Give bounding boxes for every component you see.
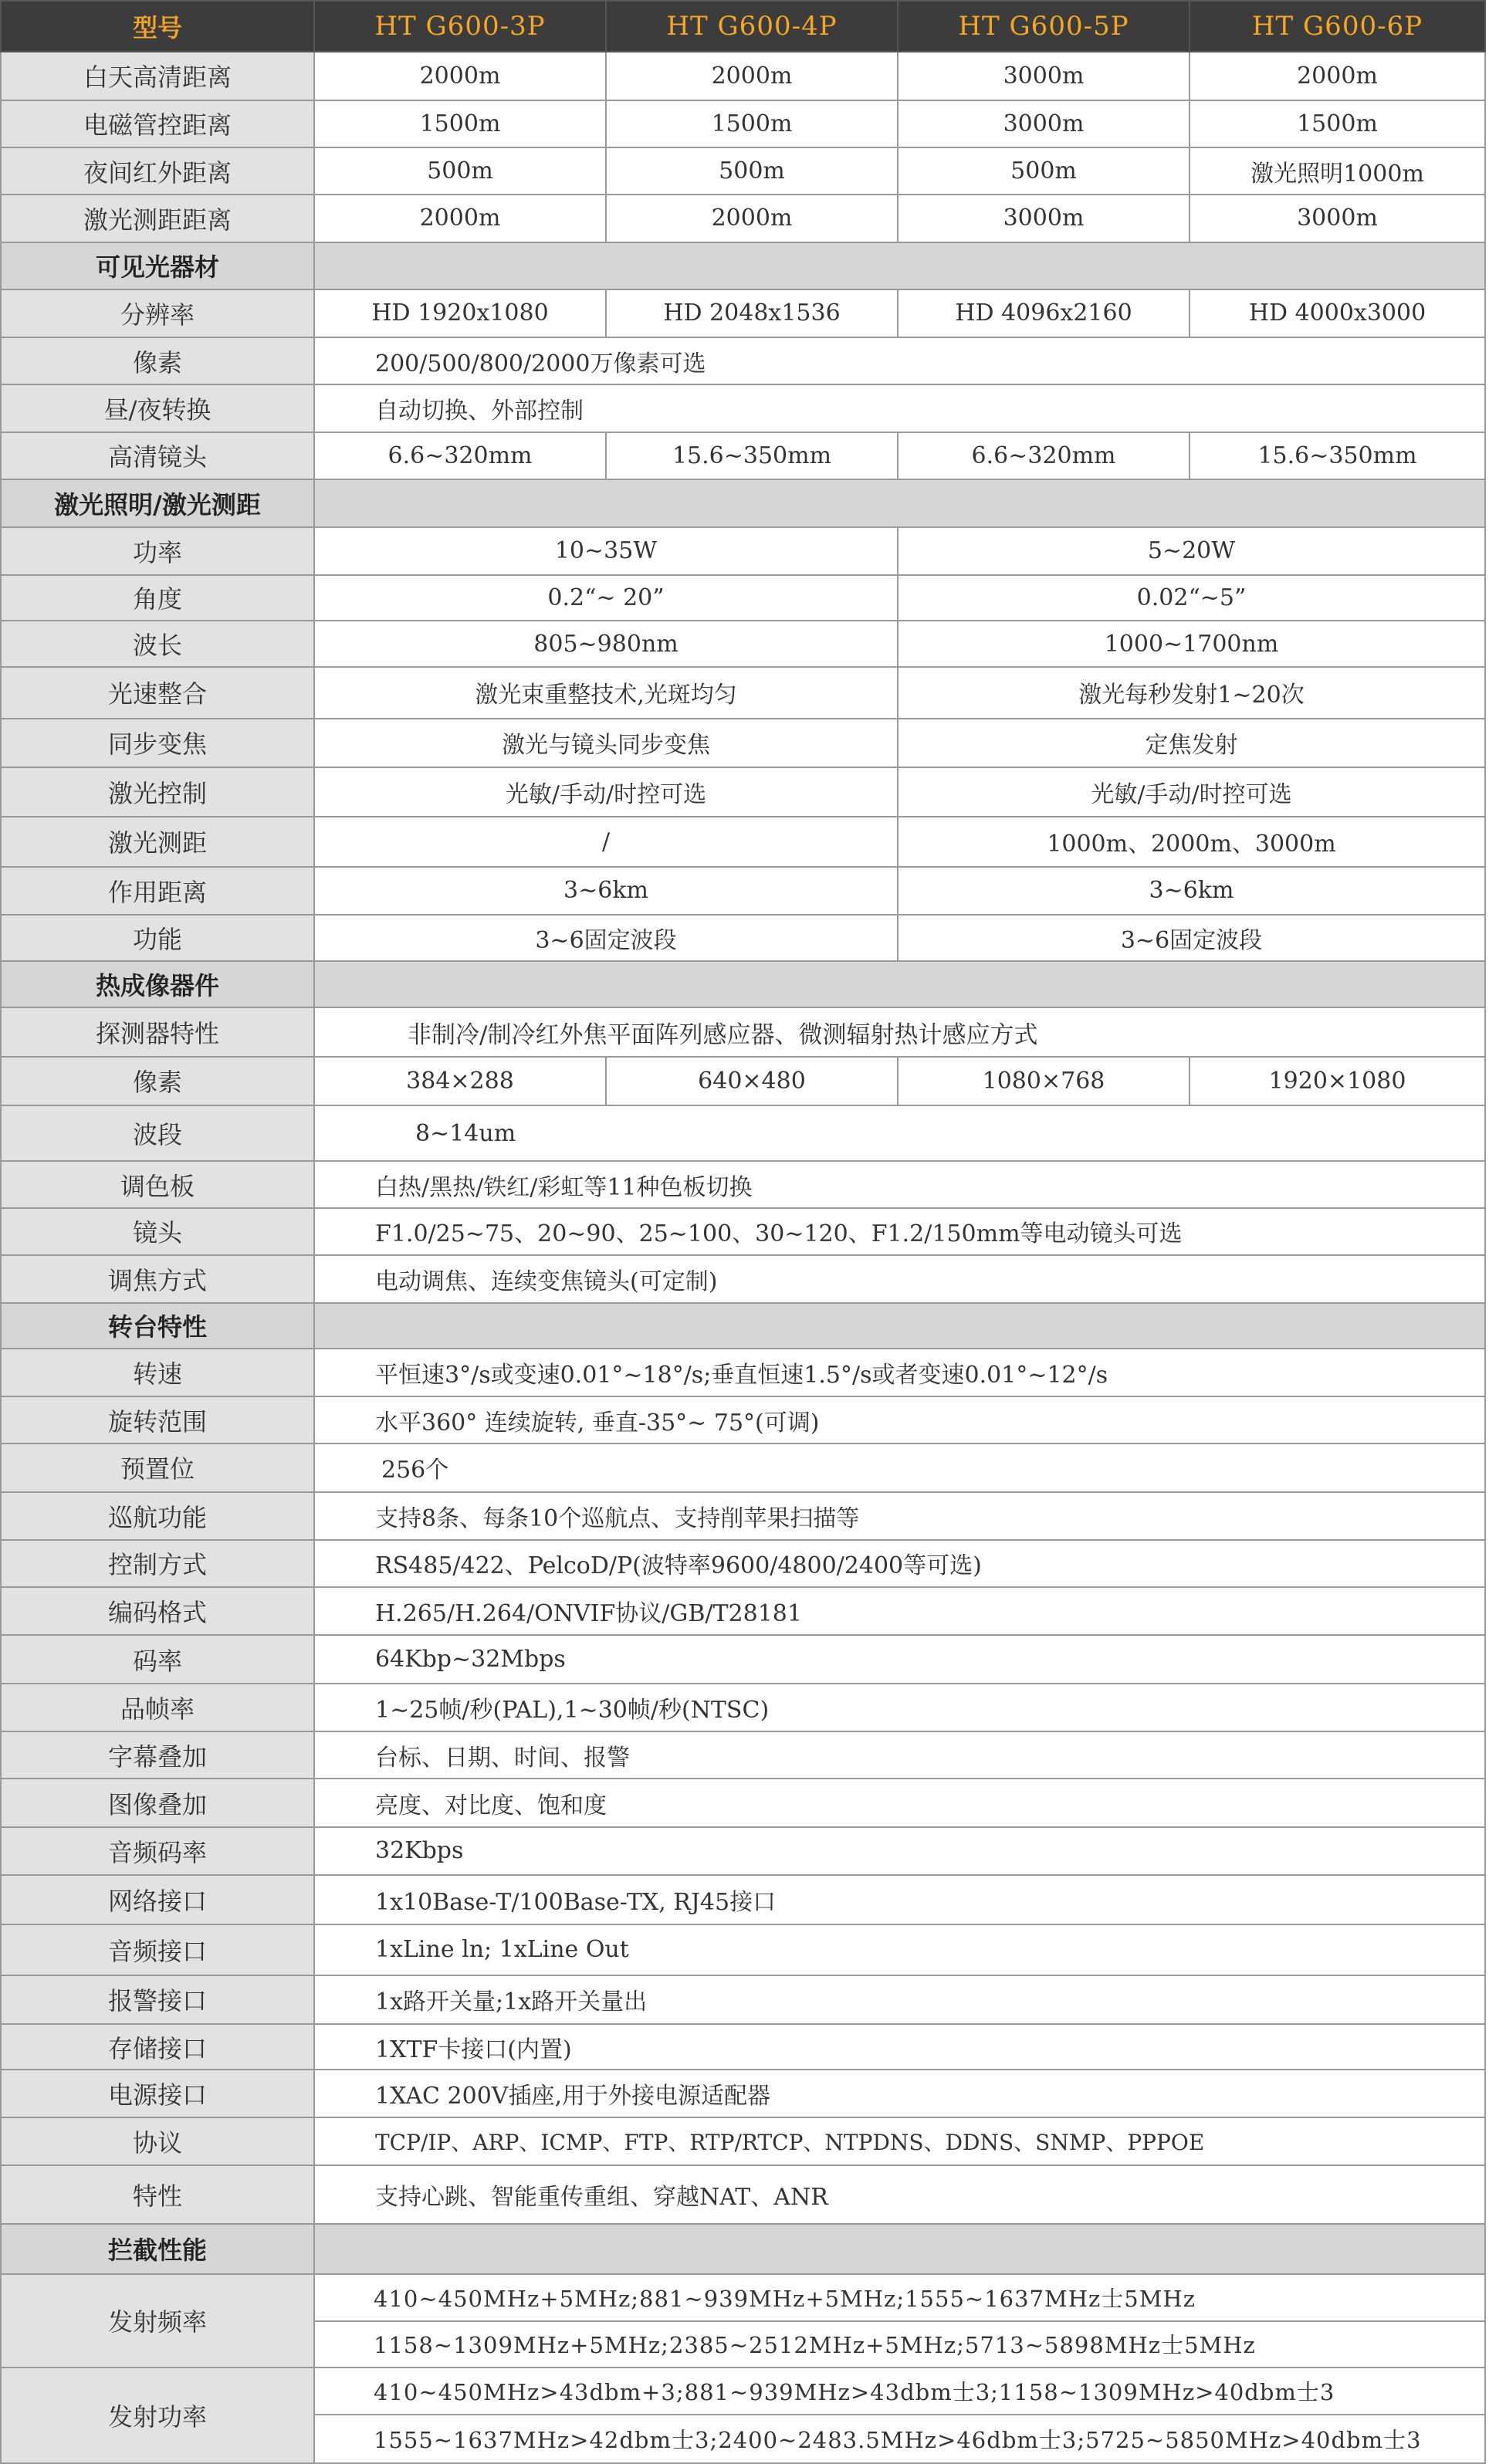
row-turntable	[1, 1731, 1485, 1779]
cell-value: 1158~1309MHz+5MHz;2385~2512MHz+5MHz;5713~5898MHz士5MHz	[314, 2321, 1485, 2368]
cell-value: /	[314, 817, 898, 866]
row-laser	[1, 667, 1485, 718]
row-turntable	[1, 1684, 1485, 1731]
row-laser	[1, 621, 1485, 667]
row-turntable	[1, 1875, 1485, 1924]
row-label: 特性	[1, 2165, 314, 2224]
cell-value: 64Kbp~32Mbps	[314, 1635, 1485, 1683]
cell-value: 1000m、2000m、3000m	[898, 817, 1485, 866]
row-label: 转速	[1, 1349, 314, 1396]
cell-value: 支持8条、每条10个巡航点、支持削苹果扫描等	[314, 1492, 1485, 1540]
row-label: 镜头	[1, 1208, 314, 1255]
cell-value: 1XAC 200V插座,用于外接电源适配器	[314, 2070, 1485, 2117]
cell-value: 亮度、对比度、饱和度	[314, 1779, 1485, 1826]
cell-value: 1920×1080	[1190, 1057, 1485, 1105]
cell-value: 3000m	[898, 195, 1190, 242]
cell-value: 2000m	[314, 195, 606, 242]
cell-value: 1555~1637MHz>42dbm士3;2400~2483.5MHz>46dbm士3;5725~5850MHz>40dbm士3	[314, 2415, 1485, 2463]
row-label: 光速整合	[1, 667, 314, 718]
cell-value: 2000m	[606, 52, 898, 100]
cell-value: 805~980nm	[314, 621, 898, 667]
section-laser	[1, 479, 1485, 527]
row-label: 昼/夜转换	[1, 384, 314, 432]
cell-value: 激光与镜头同步变焦	[314, 719, 898, 767]
cell-value: 1000~1700nm	[898, 621, 1485, 667]
cell-value: 32Kbps	[314, 1827, 1485, 1875]
row-label: 功率	[1, 527, 314, 574]
row-label: 角度	[1, 575, 314, 621]
cell-value: 2000m	[606, 195, 898, 242]
row-palette	[1, 1161, 1485, 1207]
section-title: 可见光器材	[1, 242, 314, 289]
cell-value: 384×288	[314, 1057, 606, 1105]
row-label: 报警接口	[1, 1975, 314, 2024]
row-laser	[1, 527, 1485, 574]
cell-value: 1500m	[1190, 100, 1485, 147]
section-visible-light	[1, 242, 1485, 289]
row-tx-power	[1, 2368, 1485, 2415]
row-label: 激光控制	[1, 767, 314, 817]
row-laser	[1, 575, 1485, 621]
cell-value: HD 2048x1536	[606, 289, 898, 337]
cell-value: 自动切换、外部控制	[314, 384, 1485, 432]
row-turntable	[1, 1587, 1485, 1635]
section-title: 拦截性能	[1, 2224, 314, 2273]
cell-value: 定焦发射	[898, 719, 1485, 767]
cell-value: RS485/422、PelcoD/P(波特率9600/4800/2400等可选)	[314, 1540, 1485, 1587]
header-label: 型号	[1, 1, 314, 52]
cell-value: 非制冷/制冷红外焦平面阵列感应器、微测辐射热计感应方式	[314, 1007, 1485, 1056]
row-label: 高清镜头	[1, 432, 314, 479]
row-turntable	[1, 2070, 1485, 2117]
section-interception	[1, 2224, 1485, 2273]
cell-value: 光敏/手动/时控可选	[314, 767, 898, 817]
row-turntable	[1, 1444, 1485, 1491]
cell-value: 5~20W	[898, 527, 1485, 574]
section-fill	[314, 479, 1485, 527]
row-label: 调色板	[1, 1161, 314, 1207]
cell-value: 500m	[898, 147, 1190, 195]
row-label: 品帧率	[1, 1684, 314, 1731]
row-label: 预置位	[1, 1444, 314, 1491]
cell-value: 0.02“~5”	[898, 575, 1485, 621]
row-day-range	[1, 52, 1485, 100]
row-label: 夜间红外距离	[1, 147, 314, 195]
cell-value: 6.6~320mm	[314, 432, 606, 479]
section-title: 热成像器件	[1, 961, 314, 1007]
row-label: 音频接口	[1, 1924, 314, 1975]
cell-value: 1500m	[606, 100, 898, 147]
cell-value: 台标、日期、时间、报警	[314, 1731, 1485, 1779]
cell-value: 激光照明1000m	[1190, 147, 1485, 195]
cell-value: 激光束重整技术,光斑均匀	[314, 667, 898, 718]
cell-value: 1XTF卡接口(内置)	[314, 2024, 1485, 2070]
cell-value: 8~14um	[314, 1105, 1485, 1161]
row-label: 发射功率	[1, 2368, 314, 2463]
model-6p: HT G600-6P	[1190, 1, 1485, 52]
row-label: 电磁管控距离	[1, 100, 314, 147]
row-focus	[1, 1255, 1485, 1303]
cell-value: 1080×768	[898, 1057, 1190, 1105]
row-label: 探测器特性	[1, 1007, 314, 1056]
row-laser	[1, 867, 1485, 915]
row-label: 编码格式	[1, 1587, 314, 1635]
model-4p: HT G600-4P	[606, 1, 898, 52]
section-title: 激光照明/激光测距	[1, 479, 314, 527]
cell-value: 410~450MHz+5MHz;881~939MHz+5MHz;1555~1637MHz士5MHz	[314, 2274, 1485, 2321]
row-turntable	[1, 2024, 1485, 2070]
cell-value: 15.6~350mm	[606, 432, 898, 479]
row-thermal-lens	[1, 1208, 1485, 1255]
cell-value: 200/500/800/2000万像素可选	[314, 337, 1485, 384]
row-turntable	[1, 1779, 1485, 1826]
cell-value: 平恒速3°/s或变速0.01°~18°/s;垂直恒速1.5°/s或者变速0.01°~12°/s	[314, 1349, 1485, 1396]
cell-value: 1x10Base-T/100Base-TX, RJ45接口	[314, 1875, 1485, 1924]
row-label: 波长	[1, 621, 314, 667]
row-detector	[1, 1007, 1485, 1056]
cell-value: 6.6~320mm	[898, 432, 1190, 479]
row-label: 像素	[1, 337, 314, 384]
cell-value: 支持心跳、智能重传重组、穿越NAT、ANR	[314, 2165, 1485, 2224]
row-day-night	[1, 384, 1485, 432]
row-label: 控制方式	[1, 1540, 314, 1587]
cell-value: 水平360° 连续旋转, 垂直-35°~ 75°(可调)	[314, 1396, 1485, 1444]
section-fill	[314, 1303, 1485, 1348]
row-em-range	[1, 100, 1485, 147]
row-turntable	[1, 1827, 1485, 1875]
row-label: 网络接口	[1, 1875, 314, 1924]
section-fill	[314, 2224, 1485, 2273]
cell-value: 1500m	[314, 100, 606, 147]
row-tx-frequency	[1, 2274, 1485, 2321]
cell-value: 3~6固定波段	[314, 915, 898, 961]
row-turntable	[1, 1492, 1485, 1540]
cell-value: HD 4000x3000	[1190, 289, 1485, 337]
cell-value: 3~6km	[314, 867, 898, 915]
row-laser	[1, 915, 1485, 961]
row-label: 音频码率	[1, 1827, 314, 1875]
row-laser-range	[1, 195, 1485, 242]
row-hd-lens	[1, 432, 1485, 479]
row-label: 协议	[1, 2117, 314, 2165]
cell-value: 光敏/手动/时控可选	[898, 767, 1485, 817]
row-label: 波段	[1, 1105, 314, 1161]
section-turntable	[1, 1303, 1485, 1348]
row-resolution	[1, 289, 1485, 337]
row-label: 调焦方式	[1, 1255, 314, 1303]
cell-value: 白热/黑热/铁红/彩虹等11种色板切换	[314, 1161, 1485, 1207]
row-label: 功能	[1, 915, 314, 961]
row-label: 电源接口	[1, 2070, 314, 2117]
section-title: 转台特性	[1, 1303, 314, 1348]
cell-value: TCP/IP、ARP、ICMP、FTP、RTP/RTCP、NTPDNS、DDNS、SNMP、PPPOE	[314, 2117, 1485, 2165]
row-label: 码率	[1, 1635, 314, 1683]
cell-value: 256个	[314, 1444, 1485, 1491]
cell-value: 3000m	[1190, 195, 1485, 242]
row-label: 字幕叠加	[1, 1731, 314, 1779]
row-turntable	[1, 1540, 1485, 1587]
row-laser	[1, 767, 1485, 817]
section-fill	[314, 242, 1485, 289]
row-turntable	[1, 1975, 1485, 2024]
cell-value: F1.0/25~75、20~90、25~100、30~120、F1.2/150mm等电动镜头可选	[314, 1208, 1485, 1255]
row-thermal-pixels	[1, 1057, 1485, 1105]
row-label: 像素	[1, 1057, 314, 1105]
row-label: 分辨率	[1, 289, 314, 337]
cell-value: 1xLine ln; 1xLine Out	[314, 1924, 1485, 1975]
row-turntable	[1, 1635, 1485, 1683]
row-label: 白天高清距离	[1, 52, 314, 100]
row-label: 激光测距距离	[1, 195, 314, 242]
row-pixels	[1, 337, 1485, 384]
row-band	[1, 1105, 1485, 1161]
cell-value: 3000m	[898, 100, 1190, 147]
cell-value: HD 4096x2160	[898, 289, 1190, 337]
model-5p: HT G600-5P	[898, 1, 1190, 52]
row-turntable	[1, 2117, 1485, 2165]
row-label: 旋转范围	[1, 1396, 314, 1444]
row-label: 激光测距	[1, 817, 314, 866]
cell-value: 2000m	[314, 52, 606, 100]
section-thermal	[1, 961, 1485, 1007]
row-turntable	[1, 2165, 1485, 2224]
cell-value: H.265/H.264/ONVIF协议/GB/T28181	[314, 1587, 1485, 1635]
cell-value: 500m	[314, 147, 606, 195]
row-label: 发射频率	[1, 2274, 314, 2368]
header-row	[1, 1, 1485, 52]
cell-value: 15.6~350mm	[1190, 432, 1485, 479]
cell-value: 1x路开关量;1x路开关量出	[314, 1975, 1485, 2024]
row-turntable	[1, 1924, 1485, 1975]
row-turntable	[1, 1349, 1485, 1396]
cell-value: 电动调焦、连续变焦镜头(可定制)	[314, 1255, 1485, 1303]
cell-value: 640×480	[606, 1057, 898, 1105]
row-label: 作用距离	[1, 867, 314, 915]
row-turntable	[1, 1396, 1485, 1444]
model-3p: HT G600-3P	[314, 1, 606, 52]
row-laser	[1, 817, 1485, 866]
row-label: 同步变焦	[1, 719, 314, 767]
row-laser	[1, 719, 1485, 767]
cell-value: 0.2“~ 20”	[314, 575, 898, 621]
cell-value: HD 1920x1080	[314, 289, 606, 337]
section-fill	[314, 961, 1485, 1007]
cell-value: 3~6固定波段	[898, 915, 1485, 961]
cell-value: 10~35W	[314, 527, 898, 574]
cell-value: 500m	[606, 147, 898, 195]
row-label: 存储接口	[1, 2024, 314, 2070]
row-label: 巡航功能	[1, 1492, 314, 1540]
cell-value: 410~450MHz>43dbm+3;881~939MHz>43dbm士3;1158~1309MHz>40dbm士3	[314, 2368, 1485, 2415]
row-ir-range	[1, 147, 1485, 195]
cell-value: 激光每秒发射1~20次	[898, 667, 1485, 718]
cell-value: 3~6km	[898, 867, 1485, 915]
cell-value: 1~25帧/秒(PAL),1~30帧/秒(NTSC)	[314, 1684, 1485, 1731]
row-label: 图像叠加	[1, 1779, 314, 1826]
cell-value: 3000m	[898, 52, 1190, 100]
cell-value: 2000m	[1190, 52, 1485, 100]
